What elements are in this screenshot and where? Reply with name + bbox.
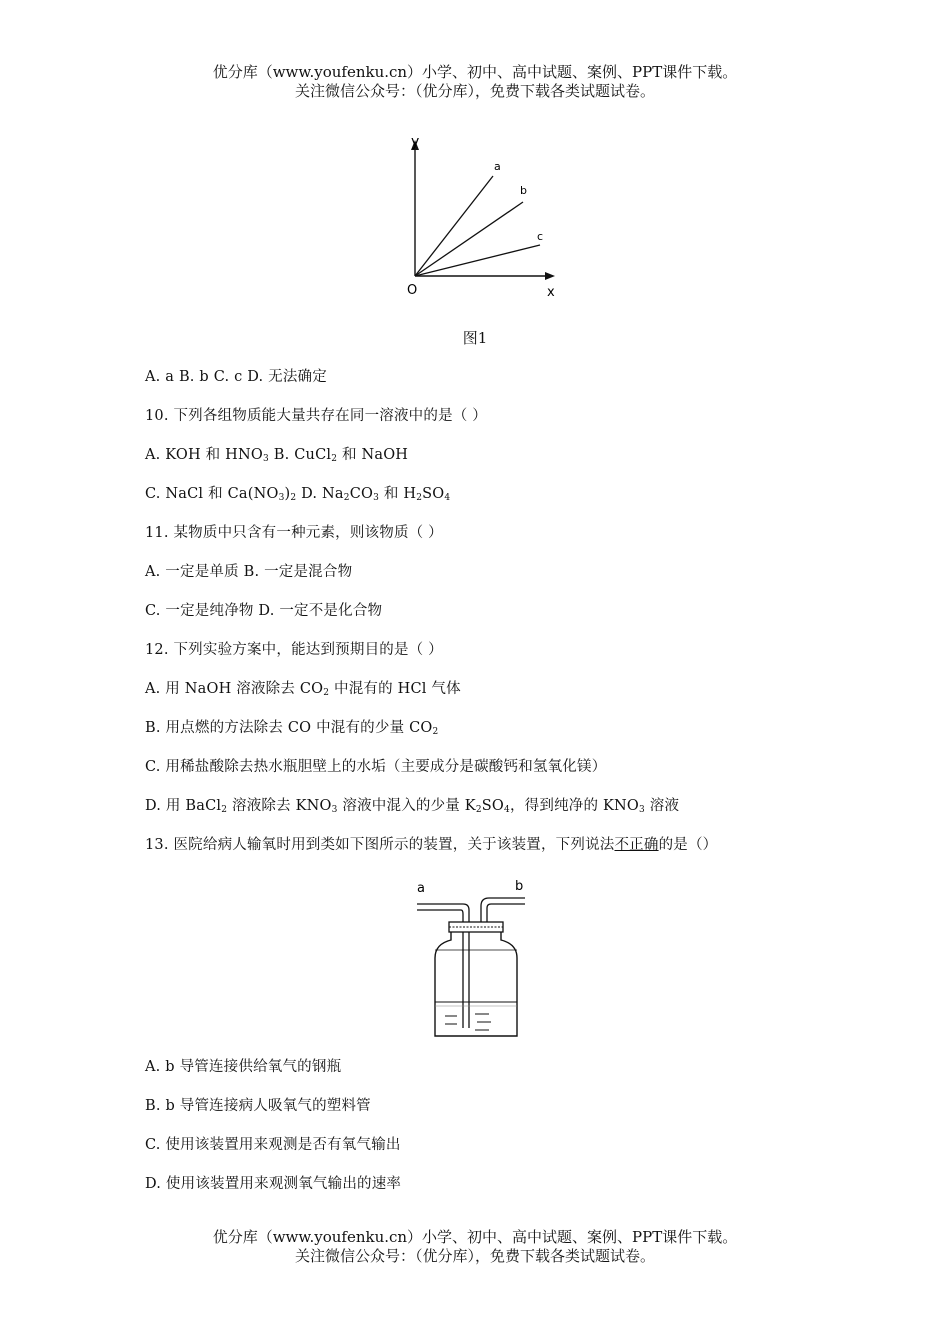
footer-line-1: 优分库（www.youfenku.cn）小学、初中、高中试题、案例、PPT课件下载。 (212, 1228, 738, 1246)
figure-2-apparatus (405, 878, 540, 1038)
q12-option-d: D. 用 BaCl$_2$ 溶液除去 $KNO_3$ 溶液中混入的少量 $K_2SO_4$，得到纯净的 $KNO_3$ 溶液 (145, 798, 680, 815)
bubbles (445, 1014, 491, 1030)
q13-option-c: C. 使用该装置用来观测是否有氧气输出 (145, 1137, 401, 1153)
line-c (415, 245, 540, 276)
figure-1-caption: 图1 (462, 329, 488, 347)
axis-label-y: y (411, 134, 420, 150)
tube-label-a: a (417, 881, 425, 896)
q13-option-d: D. 使用该装置用来观测氧气输出的速率 (145, 1176, 402, 1192)
q13-option-a: A. b 导管连接供给氧气的钢瓶 (145, 1059, 342, 1075)
figure-1-graph (385, 126, 565, 306)
q10-stem: 10. 下列各组物质能大量共存在同一溶液中的是（ ） (145, 408, 487, 424)
footer-line-2: 关注微信公众号：（优分库），免费下载各类试题试卷。 (294, 1247, 655, 1265)
q11-options-cd: C. 一定是纯净物 D. 一定不是化合物 (145, 603, 383, 619)
q13-option-b: B. b 导管连接病人吸氧气的塑料管 (145, 1098, 371, 1114)
page-header (0, 63, 950, 101)
line-a (415, 176, 493, 276)
header-line-1: 优分库（www.youfenku.cn）小学、初中、高中试题、案例、PPT课件下载。 (212, 63, 738, 81)
axis-label-x: x (547, 285, 555, 300)
q13-stem: 13. 医院给病人输氧时用到类如下图所示的装置，关于该装置，下列说法不正确的是（） (145, 837, 718, 853)
origin-label: O (407, 283, 418, 298)
page-footer (0, 1228, 950, 1266)
q12-option-b: B. 用点燃的方法除去 CO 中混有的少量 $CO_2$ (145, 720, 439, 737)
q12-option-a: A. 用 NaOH 溶液除去 $CO_2$ 中混有的 HCl 气体 (145, 681, 461, 698)
line-b (415, 202, 523, 276)
q12-stem: 12. 下列实验方案中，能达到预期目的是（ ） (145, 642, 443, 658)
tube-label-b: b (515, 879, 524, 894)
line-label-b: b (520, 184, 527, 197)
line-label-a: a (494, 160, 501, 173)
q13-stem-underline: 不正确 (614, 837, 659, 853)
line-label-c: c (537, 230, 544, 243)
q11-options-ab: A. 一定是单质 B. 一定是混合物 (145, 564, 353, 580)
q11-stem: 11. 某物质中只含有一种元素，则该物质（ ） (145, 525, 443, 541)
bottle-body (435, 932, 517, 1036)
q10-options-cd: C. NaCl 和 $Ca(NO_3)_2$ D. $Na_2CO_3$ 和 $H_2SO_4$ (145, 486, 451, 503)
x-axis-arrow-icon (545, 272, 555, 280)
header-line-2: 关注微信公众号：（优分库），免费下载各类试题试卷。 (294, 82, 655, 100)
q10-options-ab: A. KOH 和 $HNO_3$ B. CuCl$_2$ 和 NaOH (145, 447, 409, 464)
q9-options: A. a B. b C. c D. 无法确定 (145, 369, 327, 385)
q12-option-c: C. 用稀盐酸除去热水瓶胆壁上的水垢（主要成分是碳酸钙和氢氧化镁） (145, 759, 607, 775)
